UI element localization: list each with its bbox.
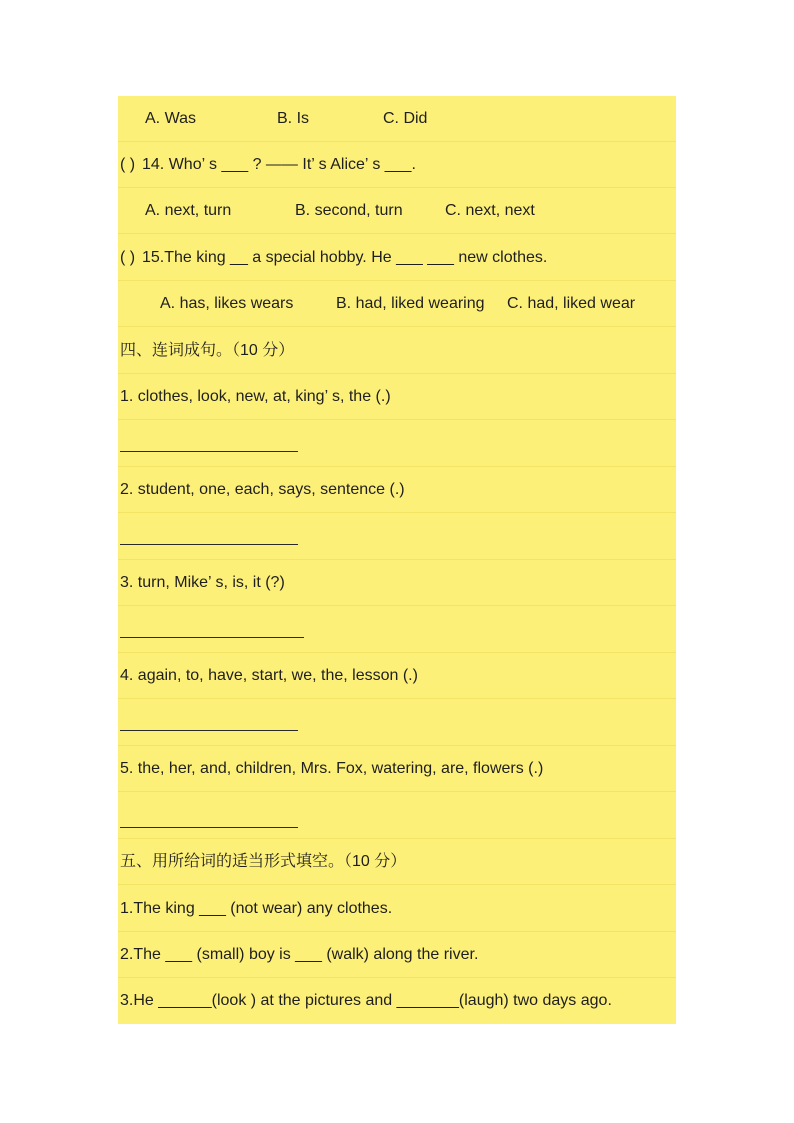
q15-option-a: A. has, likes wears	[160, 295, 294, 312]
section4-item-row	[118, 653, 676, 699]
q13-option-a: A. Was	[145, 110, 196, 127]
q15-answer-paren: ( )	[120, 249, 136, 266]
section4-item-2: 2. student, one, each, says, sentence (.)	[120, 481, 405, 498]
answer-blank-5[interactable]	[120, 827, 298, 828]
answer-line-row	[118, 514, 676, 560]
section4-item-5: 5. the, her, and, children, Mrs. Fox, watering, are, flowers (.)	[120, 760, 544, 777]
q14-option-b: B. second, turn	[295, 202, 403, 219]
section5-item-row	[118, 932, 676, 978]
q15-option-c: C. had, liked wear	[507, 295, 636, 312]
q13-options-row	[118, 96, 676, 142]
section4-item-3: 3. turn, Mike’ s, is, it (?)	[120, 574, 285, 591]
section5-heading-row	[118, 839, 676, 885]
q14-answer-paren: ( )	[120, 156, 136, 173]
q13-option-c: C. Did	[383, 110, 428, 127]
answer-blank-4[interactable]	[120, 730, 298, 731]
section5-item-3: 3.He ______(look ) at the pictures and _______(laugh) two days ago.	[120, 992, 612, 1009]
q14-option-a: A. next, turn	[145, 202, 232, 219]
answer-blank-2[interactable]	[120, 544, 298, 545]
q14-options-row	[118, 188, 676, 234]
answer-line-row	[118, 700, 676, 746]
section4-item-row	[118, 560, 676, 606]
section4-item-row	[118, 374, 676, 420]
q13-option-b: B. Is	[277, 110, 310, 127]
section4-heading: 四、连词成句。（10 分）	[120, 342, 295, 359]
section5-item-1: 1.The king ___ (not wear) any clothes.	[120, 900, 393, 917]
answer-line-row	[118, 607, 676, 653]
q15-stem: 15.The king __ a special hobby. He ___ ___ new clothes.	[142, 249, 548, 266]
q14-stem: 14. Who’ s ___ ? —— It’ s Alice’ s ___.	[142, 156, 416, 173]
q15-question-row	[118, 235, 676, 281]
answer-blank-1[interactable]	[120, 451, 298, 452]
q15-option-b: B. had, liked wearing	[336, 295, 485, 312]
section5-heading: 五、用所给词的适当形式填空。（10 分）	[120, 853, 407, 870]
q14-question-row	[118, 142, 676, 188]
worksheet-page	[118, 96, 676, 1024]
answer-line-row	[118, 421, 676, 467]
section5-item-row	[118, 886, 676, 932]
q15-options-row	[118, 281, 676, 327]
section5-item-row	[118, 978, 676, 1024]
q14-option-c: C. next, next	[445, 202, 535, 219]
answer-blank-3[interactable]	[120, 637, 304, 638]
answer-line-row	[118, 793, 676, 839]
section4-item-row	[118, 467, 676, 513]
section5-item-2: 2.The ___ (small) boy is ___ (walk) along the river.	[120, 946, 479, 963]
section4-item-4: 4. again, to, have, start, we, the, lesson (.)	[120, 667, 418, 684]
section4-item-1: 1. clothes, look, new, at, king’ s, the (.)	[120, 388, 391, 405]
section4-heading-row	[118, 328, 676, 374]
section4-item-row	[118, 746, 676, 792]
